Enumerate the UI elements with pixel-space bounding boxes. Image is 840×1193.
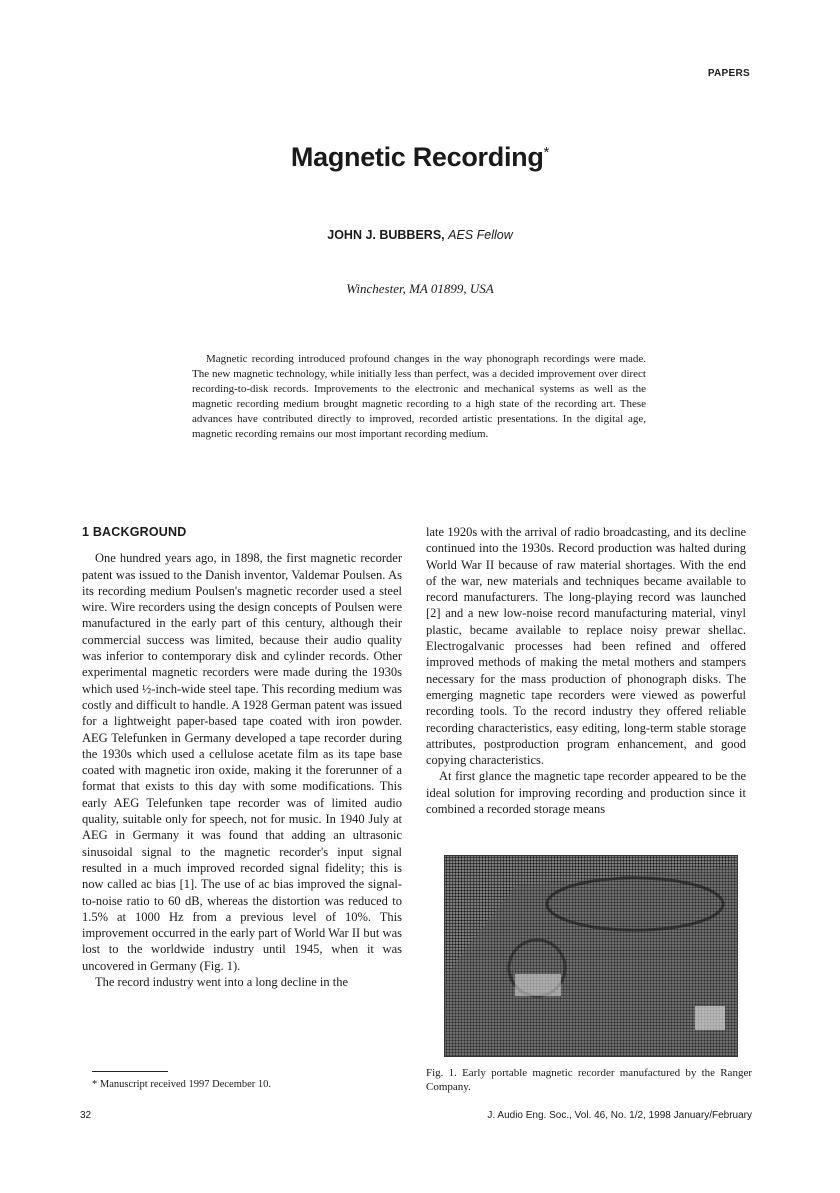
- page-title: [0, 142, 840, 173]
- left-column: [82, 524, 402, 990]
- section-heading: 1 BACKGROUND: [82, 525, 187, 539]
- author-line: [0, 228, 840, 242]
- journal-reference: J. Audio Eng. Soc., Vol. 46, No. 1/2, 1998 January/February: [487, 1110, 752, 1121]
- affiliation: Winchester, MA 01899, USA: [346, 281, 494, 296]
- recorder-name-plate: [695, 1006, 725, 1030]
- footnote-rule: [92, 1071, 168, 1072]
- author-name: JOHN J. BUBBERS,: [327, 228, 445, 242]
- figure-1-photo: [444, 855, 738, 1057]
- right-column: [426, 524, 746, 817]
- right-paragraph-2: At first glance the magnetic tape recorder appeared to be the ideal solution for improving recording and production since it combined a recorded storage means: [426, 769, 746, 817]
- recorder-label-plate: [515, 974, 561, 996]
- section-label: PAPERS: [707, 68, 750, 79]
- tape-recorder-illustration: [445, 856, 737, 1056]
- right-paragraph-1: late 1920s with the arrival of radio broadcasting, and its decline continued into the 1930s. Record production was halted during World War II because of raw material shortages. With the end of the war, new materials and techniques became available to record manufacturers. The long-playing record was launched [2] and a new low-noise record manufacturing material, vinyl plastic, became available to replace noisy prewar shellac. Electrogalvanic processes had been refined and offered improved methods of making the metal mothers and stampers necessary for the mass production of phonograph disks. The emerging magnetic tape recorders were viewed as powerful recording tools. To the record industry they offered reliable recording characteristics, easy editing, long-term stable storage attributes, postproduction program enhancement, and good copying characteristics.: [426, 525, 746, 768]
- abstract: Magnetic recording introduced profound changes in the way phonograph recordings were made. The new magnetic technology, while initially less than perfect, was a decided improvement over direct recording-to-disk records. Improvements to the electronic and mechanical systems as well as the magnetic recording medium brought magnetic recording to a high state of the recording art. These advances have contributed directly to improved, recorded artistic presentations. In the digital age, magnetic recording remains our most important recording medium.: [192, 353, 646, 441]
- left-paragraph-2: The record industry went into a long decline in the: [95, 975, 349, 990]
- title-text: Magnetic Recording: [290, 142, 544, 172]
- recorder-case-shape: [445, 866, 737, 1056]
- title-footnote-mark: *: [543, 144, 550, 161]
- figure-caption: Fig. 1. Early portable magnetic recorder manufactured by the Ranger Company.: [426, 1067, 752, 1093]
- left-paragraph-1: One hundred years ago, in 1898, the first magnetic recorder patent was issued to the Danish inventor, Valdemar Poulsen. As its recording medium Poulsen's magnetic recorder used a steel wire. Wire recorders using the design concepts of Poulsen were manufactured in the early part of this century, although their commercial success was limited, because their audio quality was inferior to contemporary disk and cylinder records. Other experimental magnetic recorders were made during the 1930s which used ½-inch-wide steel tape. This recording medium was costly and difficult to handle. A 1928 German patent was issued for a lightweight paper-based tape coated with iron powder. AEG Telefunken in Germany developed a tape recorder during the 1930s which used a cellulose acetate film as its tape base coated with magnetic iron oxide, making it the forerunner of a format that exists to this day with some modifications. This early AEG Telefunken tape recorder was of limited audio quality, suitable only for speech, not for music. In 1940 July at AEG in Germany it was found that adding an ultrasonic sinusoidal signal to the magnetic recorder's input signal resulted in a much improved recorded signal fidelity; this is now called ac bias [1]. The use of ac bias improved the signal-to-noise ratio to 60 dB, whereas the distortion was reduced to 1.5% at 1000 Hz from a previous level of 10%. This improvement occurred in the early part of World War II but was lost to the worldwide industry until 1945, when it was uncovered in Germany (Fig. 1).: [82, 551, 402, 973]
- footnote: * Manuscript received 1997 December 10.: [92, 1079, 272, 1090]
- page-number: 32: [80, 1110, 92, 1121]
- author-title: AES Fellow: [448, 228, 513, 242]
